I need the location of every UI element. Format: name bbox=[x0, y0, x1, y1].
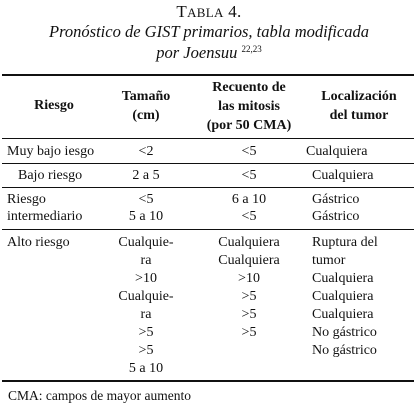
location-value: No gástrico bbox=[312, 343, 377, 358]
table-label: TABLA 4. bbox=[176, 2, 242, 21]
size-value: 5 a 10 bbox=[128, 209, 164, 224]
header-tamano-unit: (cm) bbox=[132, 108, 160, 123]
header-rule bbox=[2, 138, 414, 139]
risk-label: Muy bajo iesgo bbox=[7, 144, 95, 159]
size-value: 5 a 10 bbox=[128, 361, 164, 376]
mitosis-value: >5 bbox=[241, 325, 257, 340]
table-title-line2: por Joensuu $^{22,23}$ bbox=[156, 43, 262, 62]
mitosis-value: <5 bbox=[241, 209, 257, 224]
mitosis-value: >5 bbox=[241, 289, 257, 304]
mitosis-value: Cualquiera bbox=[218, 253, 280, 268]
risk-label: Alto riesgo bbox=[7, 235, 70, 250]
table-title-line1: Pronóstico de GIST primarios, tabla modificada bbox=[49, 22, 369, 41]
mitosis-value: 6 a 10 bbox=[231, 192, 267, 207]
location-value: Cualquiera bbox=[312, 168, 374, 183]
header-riesgo: Riesgo bbox=[34, 98, 74, 113]
location-value: Gástrico bbox=[312, 209, 360, 224]
size-value: <2 bbox=[138, 144, 154, 159]
row-divider bbox=[2, 187, 414, 188]
row-divider bbox=[2, 229, 414, 230]
header-tamano: Tamaño bbox=[121, 89, 171, 104]
location-value: Cualquiera bbox=[312, 289, 374, 304]
mitosis-value: <5 bbox=[241, 168, 257, 183]
risk-label: Riesgo bbox=[7, 192, 46, 207]
mitosis-value: >5 bbox=[241, 307, 257, 322]
location-value: Gástrico bbox=[312, 192, 360, 207]
header-mitosis-line2: las mitosis bbox=[218, 99, 280, 114]
header-mitosis-line3: (por 50 CMA) bbox=[206, 118, 292, 133]
mitosis-value: <5 bbox=[241, 144, 257, 159]
row-divider bbox=[2, 163, 414, 164]
header-localizacion: Localización bbox=[321, 89, 397, 104]
size-value: Cualquie- bbox=[118, 289, 174, 304]
size-value: Cualquie- bbox=[118, 235, 174, 250]
reference-superscript: 22,23 bbox=[241, 44, 262, 54]
size-value: >5 bbox=[138, 325, 154, 340]
location-value: Cualquiera bbox=[306, 144, 368, 159]
location-value: tumor bbox=[312, 253, 346, 268]
risk-label: Bajo riesgo bbox=[18, 168, 83, 183]
header-localizacion-line2: del tumor bbox=[329, 108, 389, 123]
size-value: >10 bbox=[135, 271, 157, 286]
size-value: ra bbox=[140, 307, 152, 322]
bottom-rule bbox=[2, 380, 414, 382]
top-rule bbox=[2, 74, 414, 76]
location-value: Ruptura del bbox=[312, 235, 378, 250]
risk-label-line2: intermediario bbox=[7, 209, 83, 224]
location-value: Cualquiera bbox=[312, 271, 374, 286]
location-value: Cualquiera bbox=[312, 307, 374, 322]
size-value: 2 a 5 bbox=[132, 168, 160, 183]
mitosis-value: Cualquiera bbox=[218, 235, 280, 250]
location-value: No gástrico bbox=[312, 325, 377, 340]
size-value: <5 bbox=[138, 192, 154, 207]
mitosis-value: >10 bbox=[238, 271, 260, 286]
size-value: >5 bbox=[138, 343, 154, 358]
size-value: ra bbox=[140, 253, 152, 268]
header-mitosis: Recuento de bbox=[212, 80, 286, 95]
table-footnote: CMA: campos de mayor aumento bbox=[8, 388, 191, 403]
